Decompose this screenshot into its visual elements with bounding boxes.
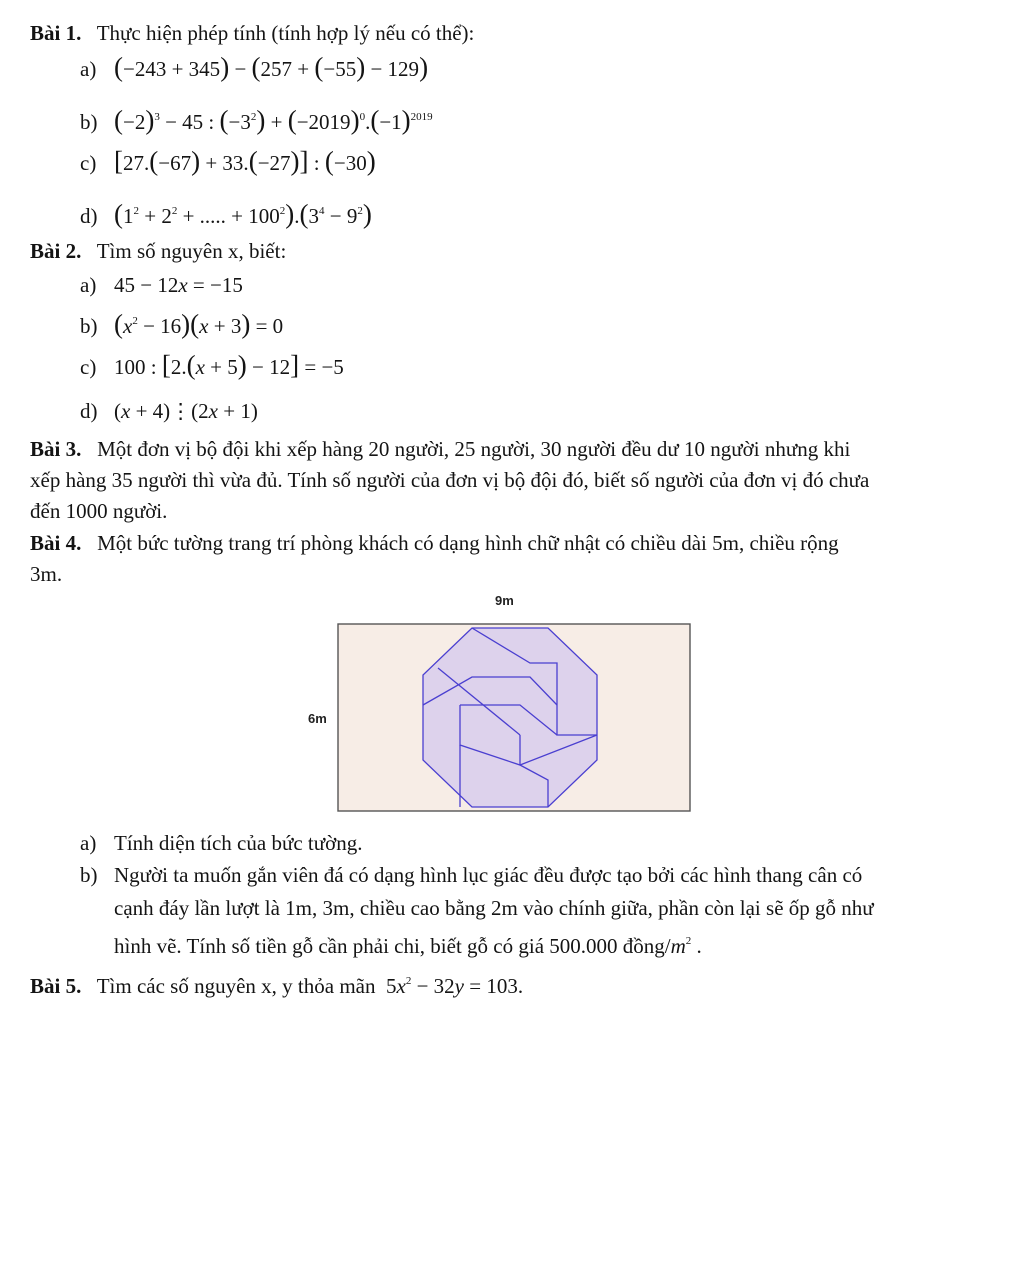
bai2-c: c) 100 : [2.(x + 5) − 12] = −5 (80, 350, 344, 380)
bai4-b-line3: hình vẽ. Tính số tiền gỗ cần phải chi, biết gỗ có giá 500.000 đồng/ (114, 934, 671, 958)
bai2-b: b) $(x^2 - 16)(x + 3) = 0$ (80, 309, 284, 339)
bai5-heading (30, 968, 523, 999)
bai4-parts: a) Tính diện tích của bức tường. b) Người ta muốn gắn viên đá có dạng hình lục giác đều được tạo bởi các hình thang cân có cạnh đáy lần lượt là 1m, 3m, chiều cao bằng 2m vào chính giữa, phần còn lại sẽ ốp gỗ như hình vẽ. Tính số tiền gỗ cần phải chi, biết gỗ có giá 500.000 đồng/$m^2$ . (80, 828, 1010, 963)
bai1-b-label: b) (80, 110, 98, 134)
bai2-title: Bài 2. (30, 239, 82, 263)
bai1-title: Bài 1. (30, 21, 82, 45)
bai1-c-label: c) (80, 151, 97, 175)
bai3-line1: Một đơn vị bộ đội khi xếp hàng 20 người, 25 người, 30 người đều dư 10 người nhưng khi (97, 437, 851, 461)
bai2-d-label: d) (80, 399, 98, 423)
bai2-text: Tìm số nguyên x, biết: (96, 239, 287, 263)
bai5-text: Tìm các số nguyên x, y thỏa mãn (96, 974, 376, 998)
bai2-a: a) 45 − 12x = −15 (80, 273, 243, 297)
bai4-b-label: b) (80, 863, 98, 887)
bai3-line3: đến 1000 người. (30, 499, 168, 523)
bai3-line2: xếp hàng 35 người thì vừa đủ. Tính số người của đơn vị bộ đội đó, biết số người của đơn vị đó chưa (30, 468, 870, 492)
bai1-c: c) [27.(−67) + 33.(−27)] : (−30) (80, 146, 376, 176)
bai2-a-label: a) (80, 273, 97, 297)
bai4-b-line1: Người ta muốn gắn viên đá có dạng hình lục giác đều được tạo bởi các hình thang cân có (114, 863, 863, 887)
bai1-b: b) $(-2)^3 - 45$ : $(-3^2) + (-2019)^0.(-1)^{2019}$ (80, 105, 433, 135)
bai5-equation: $5x^2 - 32y = 103$. (385, 974, 524, 998)
bai1-heading (30, 20, 474, 46)
bai3-block (30, 434, 1000, 527)
bai3-title: Bài 3. (30, 437, 82, 461)
bai2-d: d) (x + 4)⋮(2x + 1) (80, 399, 258, 423)
bai4-line1: Một bức tường trang trí phòng khách có dạng hình chữ nhật có chiều dài 5m, chiều rộng (97, 531, 839, 555)
bai4-title: Bài 4. (30, 531, 82, 555)
hexagon-outline (423, 628, 597, 807)
wall-figure (300, 585, 700, 815)
bai1-text: Thực hiện phép tính (tính hợp lý nếu có thể): (96, 21, 475, 45)
bai4-line2: 3m. (30, 562, 63, 586)
bai5-title: Bài 5. (30, 974, 82, 998)
bai2-heading (30, 238, 286, 264)
width-label: 9m (495, 593, 514, 608)
bai4-a-text: Tính diện tích của bức tường. (114, 831, 363, 855)
hexagon-stone (423, 628, 597, 807)
bai1-d: d) ($1^2 + 2^2$ + ..... + $100^2).(3^4 - 9^2)$ (80, 199, 372, 229)
height-label: 6m (308, 711, 327, 726)
bai4-block (30, 528, 1000, 590)
bai2-c-label: c) (80, 355, 97, 379)
bai1-a: a) (−243 + 345) − (257 + (−55) − 129) (80, 52, 429, 82)
bai4-a-label: a) (80, 831, 97, 855)
bai1-a-label: a) (80, 57, 97, 81)
bai2-b-label: b) (80, 314, 98, 338)
bai1-d-label: d) (80, 204, 98, 228)
bai4-b-line2: cạnh đáy lần lượt là 1m, 3m, chiều cao bằng 2m vào chính giữa, phần còn lại sẽ ốp gỗ như (114, 896, 874, 920)
